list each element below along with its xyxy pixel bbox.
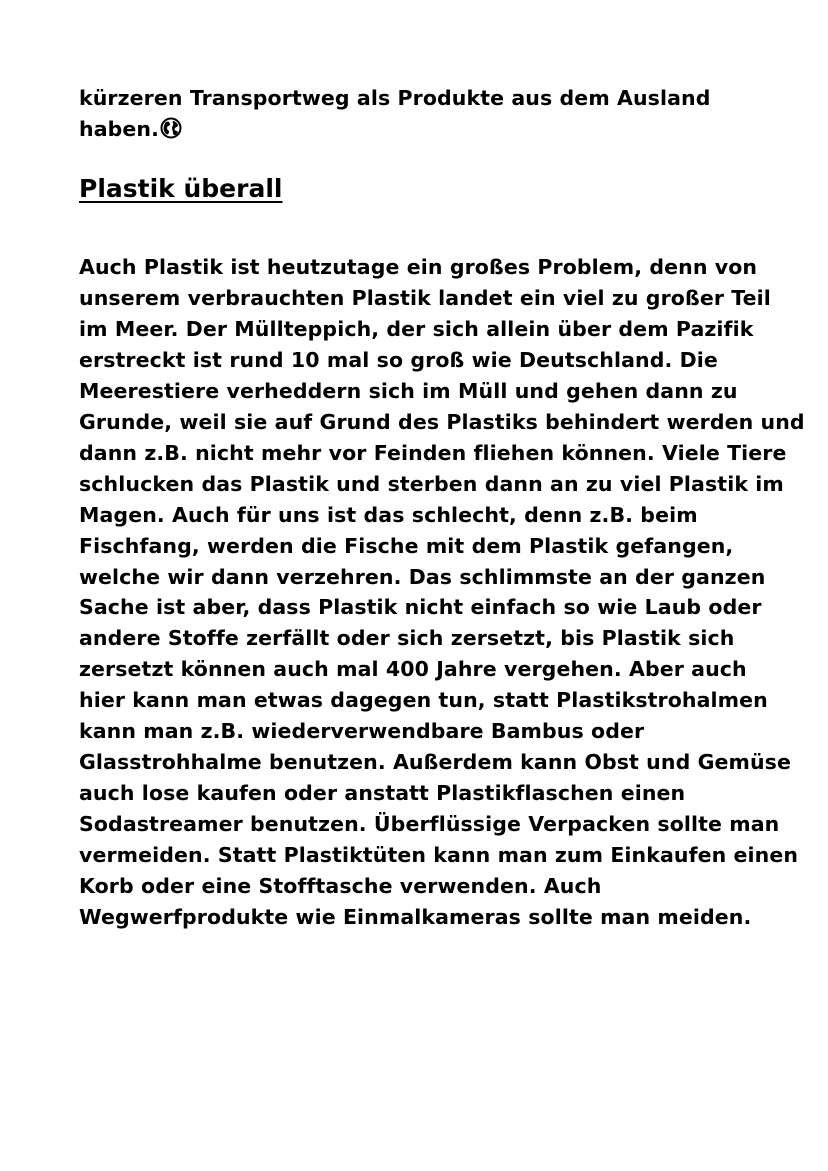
body-line: Korb oder eine Stofftasche verwenden. Auch [79,874,602,899]
body-line: Wegwerfprodukte wie Einmalkameras sollte man meiden. [79,905,752,930]
intro-line-2 [79,114,779,145]
body-line: Sache ist aber, dass Plastik nicht einfach so wie Laub oder [79,595,762,620]
intro-line-1: kürzeren Transportweg als Produkte aus dem Ausland [79,86,711,110]
body-line: welche wir dann verzehren. Das schlimmste an der ganzen [79,564,766,589]
body-line: dann z.B. nicht mehr vor Feinden fliehen können. Viele Tiere [79,440,787,465]
body-paragraph [79,252,805,933]
body-line: erstreckt ist rund 10 mal so groß wie Deutschland. Die [79,347,718,372]
body-line: kann man z.B. wiederverwendbare Bambus oder [79,719,645,744]
body-line: zersetzt können auch mal 400 Jahre vergehen. Aber auch [79,657,747,682]
section-heading: Plastik überall [79,174,283,203]
body-line: schlucken das Plastik und sterben dann an zu viel Plastik im [79,471,784,496]
body-line: im Meer. Der Müllteppich, der sich allein über dem Pazifik [79,316,754,341]
body-line: Sodastreamer benutzen. Überflüssige Verpacken sollte man [79,812,780,837]
body-line: Grunde, weil sie auf Grund des Plastiks behindert werden und [79,409,805,434]
body-line: vermeiden. Statt Plastiktüten kann man zum Einkaufen einen [79,843,799,868]
body-line: Auch Plastik ist heutzutage ein großes Problem, denn von [79,255,758,279]
body-line: Meerestiere verheddern sich im Müll und gehen dann zu [79,378,738,403]
body-line: Magen. Auch für uns ist das schlecht, denn z.B. beim [79,502,698,527]
body-line: hier kann man etwas dagegen tun, statt Plastikstrohalmen [79,688,768,713]
body-line: Fischfang, werden die Fische mit dem Plastik gefangen, [79,533,734,558]
intro-line-2-text: haben. [79,117,159,141]
body-line: unserem verbrauchten Plastik landet ein viel zu großer Teil [79,285,771,310]
body-line: Glasstrohhalme benutzen. Außerdem kann Obst und Gemüse [79,750,791,775]
body-line: auch lose kaufen oder anstatt Plastikflaschen einen [79,781,686,806]
globe-icon [160,117,182,139]
body-line: andere Stoffe zerfällt oder sich zersetzt, bis Plastik sich [79,626,735,651]
intro-paragraph [79,83,779,145]
